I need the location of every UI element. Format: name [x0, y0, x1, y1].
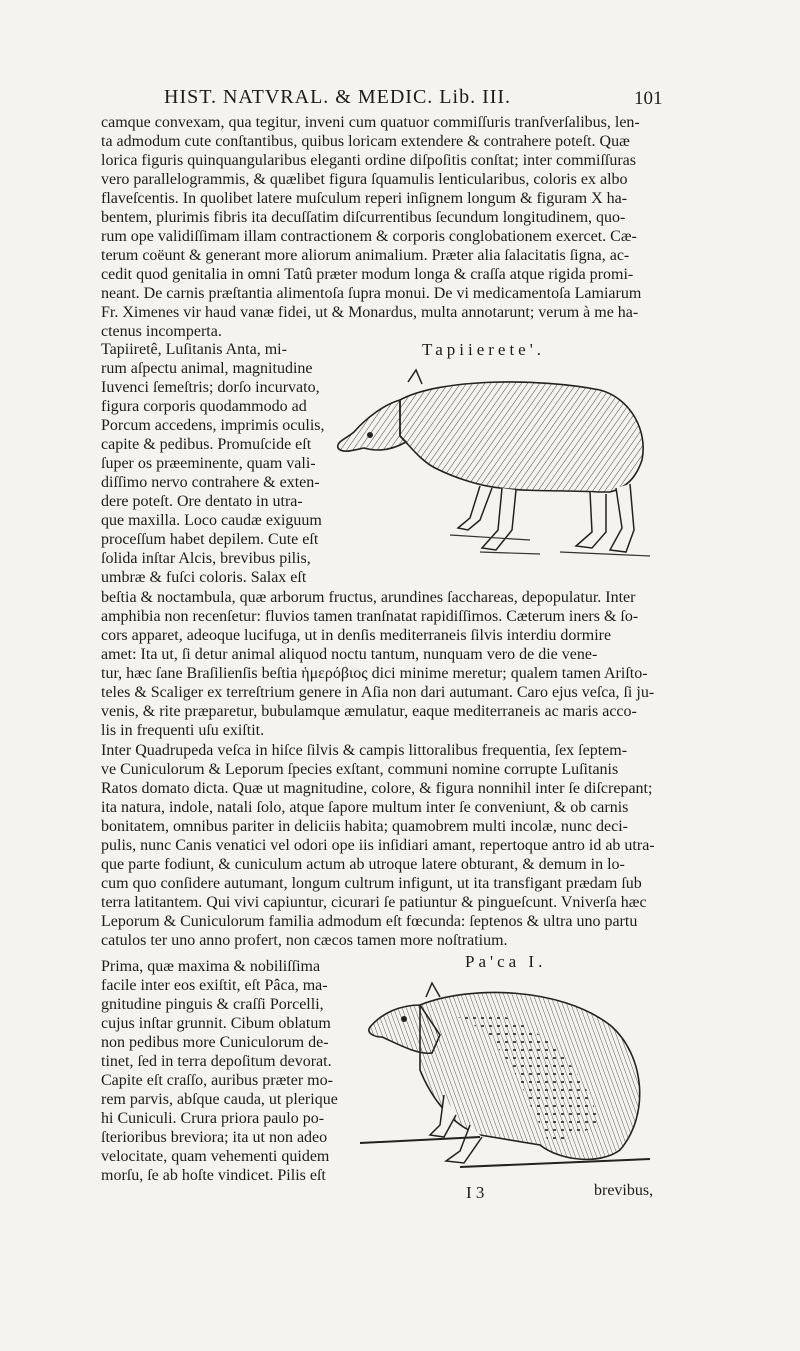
- text-line: Fr. Ximenes vir haud vanæ fidei, ut & Monardus, multa annotarunt; verum à me ha-: [101, 304, 639, 321]
- text-line: cum quo conſidere autumant, longum cultrum infigunt, ut ita transfigant prædam ſub: [101, 875, 642, 892]
- text-line: lis in frequenti uſu exiſtit.: [101, 722, 265, 739]
- text-line: amet: Ita ut, ſi detur animal aliquod noctu tantum, nunquam vero de die vene-: [101, 646, 598, 663]
- text-line: velocitate, quam vehementi quidem: [101, 1148, 330, 1165]
- signature-mark: I 3: [466, 1183, 485, 1202]
- text-line: rem parvis, abſque cauda, ut plerique: [101, 1091, 338, 1108]
- text-line: teles & Scaliger ex terreſtrium genere in Aſia non dari autumant. Caro ejus veſca, ſi ju-: [101, 684, 655, 701]
- text-line: ita natura, indole, natali ſolo, atque ſapore multum inter ſe conveniunt, & ob carnis: [101, 799, 629, 816]
- text-line: bonitatem, omnibus pariter in deliciis habita; quamobrem multi incolæ, nunc deci-: [101, 818, 628, 835]
- paca-woodcut-illustration: [360, 975, 660, 1175]
- text-line: tinet, ſed in terra depoſitum devorat.: [101, 1053, 332, 1070]
- text-line: proceſſum habet depilem. Cute eſt: [101, 531, 319, 548]
- text-line: ſolida inſtar Alcis, brevibus pilis,: [101, 550, 311, 567]
- text-line: pulis, nunc Canis venatici vel odori ope iis inſidiari amant, repertoque antro id ab utra-: [101, 837, 655, 854]
- catchword: brevibus,: [594, 1182, 654, 1199]
- text-line: ſterioribus breviora; ita ut non adeo: [101, 1129, 328, 1146]
- text-line: amphibia non recenſetur: fluvios tamen tranſnatat rapidiſſimos. Cæterum iners & ſo-: [101, 608, 639, 625]
- figure-caption-paca: Pa'ca I.: [465, 952, 547, 971]
- text-line: Ratos domato dicta. Quæ ut magnitudine, colore, & figura nonnihil inter ſe diſcrepant;: [101, 780, 653, 797]
- text-line: venis, & rite præparetur, bubulamque æmulatur, eaque mediterraneis ac maris acco-: [101, 703, 637, 720]
- text-line: catulos ter uno anno profert, non cæcos tamen more noſtratium.: [101, 932, 508, 949]
- text-line: Leporum & Cuniculorum familia admodum eſt fœcunda: ſeptenos & ultra uno partu: [101, 913, 638, 930]
- text-line: cedit quod genitalia in omni Tatû præter modum longa & craſſa atque rigida promi-: [101, 266, 634, 283]
- text-line: lorica figuris quinquangularibus eleganti ordine diſpoſitis conſtat; inter commiſſuras: [101, 152, 636, 169]
- text-line: camque convexam, qua tegitur, inveni cum quatuor commiſſuris tranſverſalibus, len-: [101, 114, 640, 131]
- text-line: gnitudine pinguis & craſſi Porcelli,: [101, 996, 324, 1013]
- text-line: beſtia & noctambula, quæ arborum fructus, arundines ſacchareas, depopulatur. Inter: [101, 589, 636, 606]
- text-line: ctenus incomperta.: [101, 323, 222, 340]
- text-line: rum aſpectu animal, magnitudine: [101, 360, 313, 377]
- tapir-woodcut-illustration: [330, 360, 660, 570]
- text-line: ta admodum cute conſtantibus, quibus loricam extendere & contrahere poteſt. Quæ: [101, 133, 630, 150]
- text-line: diſſimo nervo contrahere & exten-: [101, 474, 320, 491]
- text-line: rum ope validiſſimam illam contractionem & corporis conglobationem exercet. Cæ-: [101, 228, 637, 245]
- text-line: Porcum accedens, imprimis oculis,: [101, 417, 325, 434]
- text-line: cujus inſtar grunnit. Cibum oblatum: [101, 1015, 331, 1032]
- text-line: ſuper os præeminente, quam vali-: [101, 455, 316, 472]
- text-line: facile inter eos exiſtit, eſt Pâca, ma-: [101, 977, 328, 994]
- text-line: terra latitantem. Qui vivi capiuntur, cicurari ſe patiuntur & pingueſcunt. Vniverſa hæc: [101, 894, 647, 911]
- text-line: capite & pedibus. Promuſcide eſt: [101, 436, 312, 453]
- figure-caption-tapir: Tapiierete'.: [422, 340, 546, 359]
- text-line: hi Cuniculi. Crura priora paulo po-: [101, 1110, 325, 1127]
- text-line: tur, hæc ſane Braſilienſis beſtia ἡμερόβιος dici minime meretur; qualem tamen Ariſto-: [101, 665, 648, 682]
- text-line: non pedibus more Cuniculorum de-: [101, 1034, 329, 1051]
- text-line: ve Cuniculorum & Leporum ſpecies exſtant, communi nomine corrupte Luſitanis: [101, 761, 619, 778]
- text-line: Prima, quæ maxima & nobiliſſima: [101, 958, 321, 975]
- text-line: Capite eſt craſſo, auribus præter mo-: [101, 1072, 333, 1089]
- text-line: terum coëunt & generant more aliorum animalium. Præter alia ſalacitatis ſigna, ac-: [101, 247, 630, 264]
- text-line: umbræ & fuſci coloris. Salax eſt: [101, 569, 307, 586]
- text-line: Inter Quadrupeda veſca in hiſce ſilvis & campis littoralibus frequentia, ſex ſeptem-: [101, 742, 628, 759]
- text-line: dere poteſt. Ore dentato in utra-: [101, 493, 303, 510]
- text-line: Tapiiretê, Luſitanis Anta, mi-: [101, 341, 287, 358]
- text-line: figura corporis quodammodo ad: [101, 398, 307, 415]
- text-line: que parte fodiunt, & cuniculum actum ab utroque latere obturant, & demum in lo-: [101, 856, 625, 873]
- running-head: HIST. NATVRAL. & MEDIC. Lib. III.: [164, 86, 512, 108]
- text-line: flaveſcentis. In quolibet latere muſculum reperi inſignem longum & figuram X ha-: [101, 190, 628, 207]
- text-line: neant. De carnis præſtantia alimentoſa ſupra monui. De vi medicamentoſa Lamiarum: [101, 285, 642, 302]
- page-number: 101: [634, 88, 663, 109]
- text-line: vero parallelogrammis, & quælibet figura ſquamulis lenticularibus, coloris ex albo: [101, 171, 628, 188]
- text-line: que maxilla. Loco caudæ exiguum: [101, 512, 322, 529]
- text-line: morſu, ſe ab hoſte vindicet. Pilis eſt: [101, 1167, 326, 1184]
- text-line: bentem, plurimis fibris ita decuſſatim diſcurrentibus ſecundum longitudinem, quo-: [101, 209, 626, 226]
- text-line: cors apparet, adeoque lucifuga, ut in denſis mediterraneis ſilvis interdiu dormire: [101, 627, 612, 644]
- text-line: Iuvenci ſemeſtris; dorſo incurvato,: [101, 379, 320, 396]
